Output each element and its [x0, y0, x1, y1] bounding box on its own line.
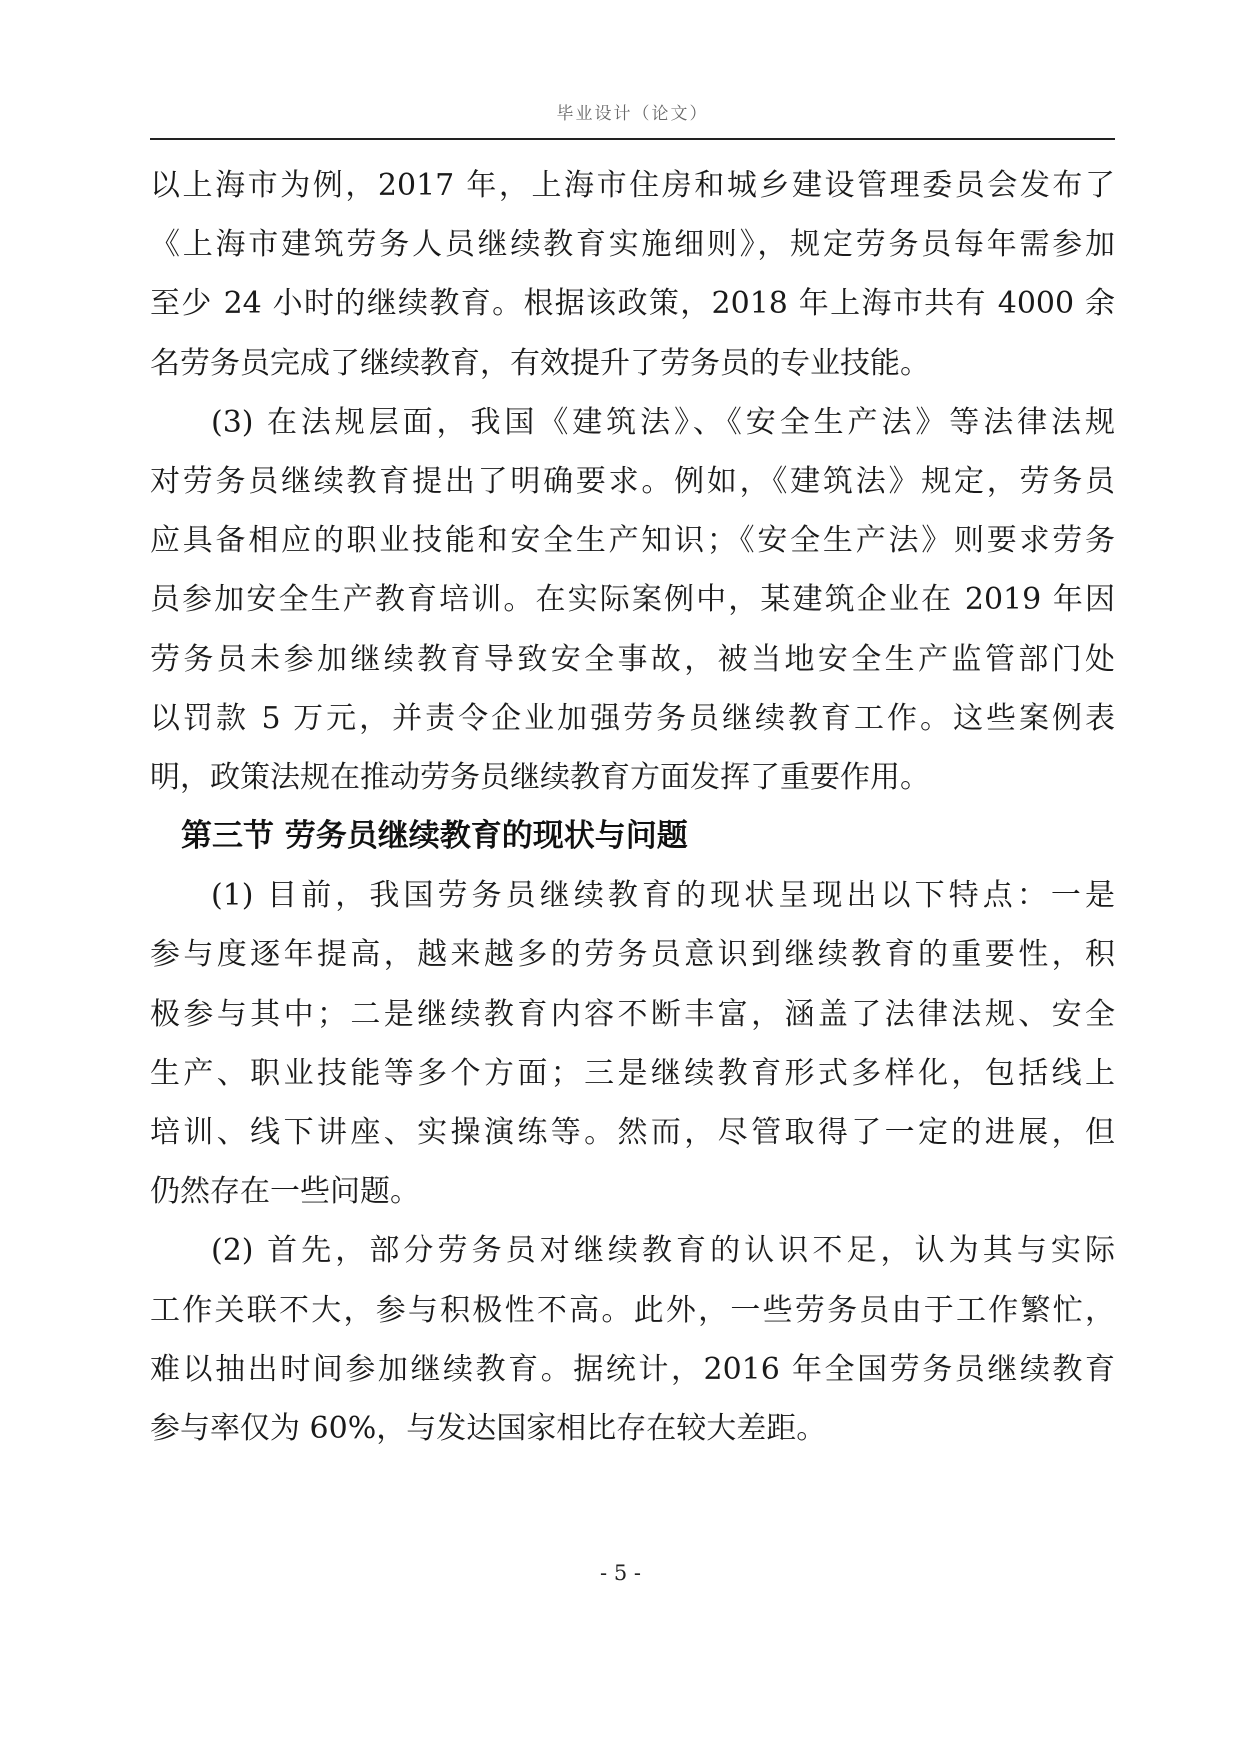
- text-line: 名劳务员完成了继续教育，有效提升了劳务员的专业技能。: [150, 345, 930, 381]
- paragraph: [150, 866, 1115, 1221]
- text-line: 工作关联不大，参与积极性不高。此外，一些劳务员由于工作繁忙，: [150, 1292, 1115, 1328]
- paragraph: [150, 393, 1115, 807]
- page-header: [150, 100, 1115, 140]
- section-heading: 第三节 劳务员继续教育的现状与问题: [181, 818, 688, 855]
- text-line: 极参与其中；二是继续教育内容不断丰富，涵盖了法律法规、安全: [150, 996, 1115, 1032]
- text-line: 参与度逐年提高，越来越多的劳务员意识到继续教育的重要性，积: [150, 937, 1115, 973]
- text-line: (3) 在法规层面，我国《建筑法》、《安全生产法》等法律法规: [211, 404, 1115, 440]
- text-line: 仍然存在一些问题。: [150, 1174, 420, 1210]
- text-line: 难以抽出时间参加继续教育。据统计，2016 年全国劳务员继续教育: [150, 1351, 1115, 1387]
- text-line: 生产、职业技能等多个方面；三是继续教育形式多样化，包括线上: [150, 1055, 1115, 1091]
- text-line: 培训、线下讲座、实操演练等。然而，尽管取得了一定的进展，但: [150, 1115, 1115, 1150]
- text-line: 明，政策法规在推动劳务员继续教育方面发挥了重要作用。: [150, 759, 930, 795]
- text-line: 以罚款 5 万元，并责令企业加强劳务员继续教育工作。这些案例表: [150, 700, 1115, 736]
- text-line: 对劳务员继续教育提出了明确要求。例如，《建筑法》规定，劳务员: [150, 463, 1115, 499]
- text-line: (1) 目前，我国劳务员继续教育的现状呈现出以下特点：一是: [211, 878, 1115, 914]
- text-line: 劳务员未参加继续教育导致安全事故，被当地安全生产监管部门处: [150, 641, 1115, 677]
- text-line: 以上海市为例，2017 年，上海市住房和城乡建设管理委员会发布了: [150, 168, 1115, 203]
- document-body: [150, 156, 1115, 1458]
- text-line: 员参加安全生产教育培训。在实际案例中，某建筑企业在 2019 年因: [150, 582, 1115, 618]
- paragraph: [150, 1221, 1115, 1458]
- text-line: 应具备相应的职业技能和安全生产知识；《安全生产法》则要求劳务: [150, 523, 1115, 559]
- paragraph: [150, 156, 1115, 393]
- page-number: - 5 -: [600, 1561, 641, 1585]
- text-line: (2) 首先，部分劳务员对继续教育的认识不足，认为其与实际: [211, 1233, 1115, 1269]
- header-title: 毕业设计（论文）: [556, 104, 709, 124]
- text-line: 《上海市建筑劳务人员继续教育实施细则》，规定劳务员每年需参加: [150, 227, 1115, 263]
- text-line: 参与率仅为 60%，与发达国家相比存在较大差距。: [150, 1410, 827, 1446]
- text-line: 至少 24 小时的继续教育。根据该政策，2018 年上海市共有 4000 余: [150, 286, 1115, 322]
